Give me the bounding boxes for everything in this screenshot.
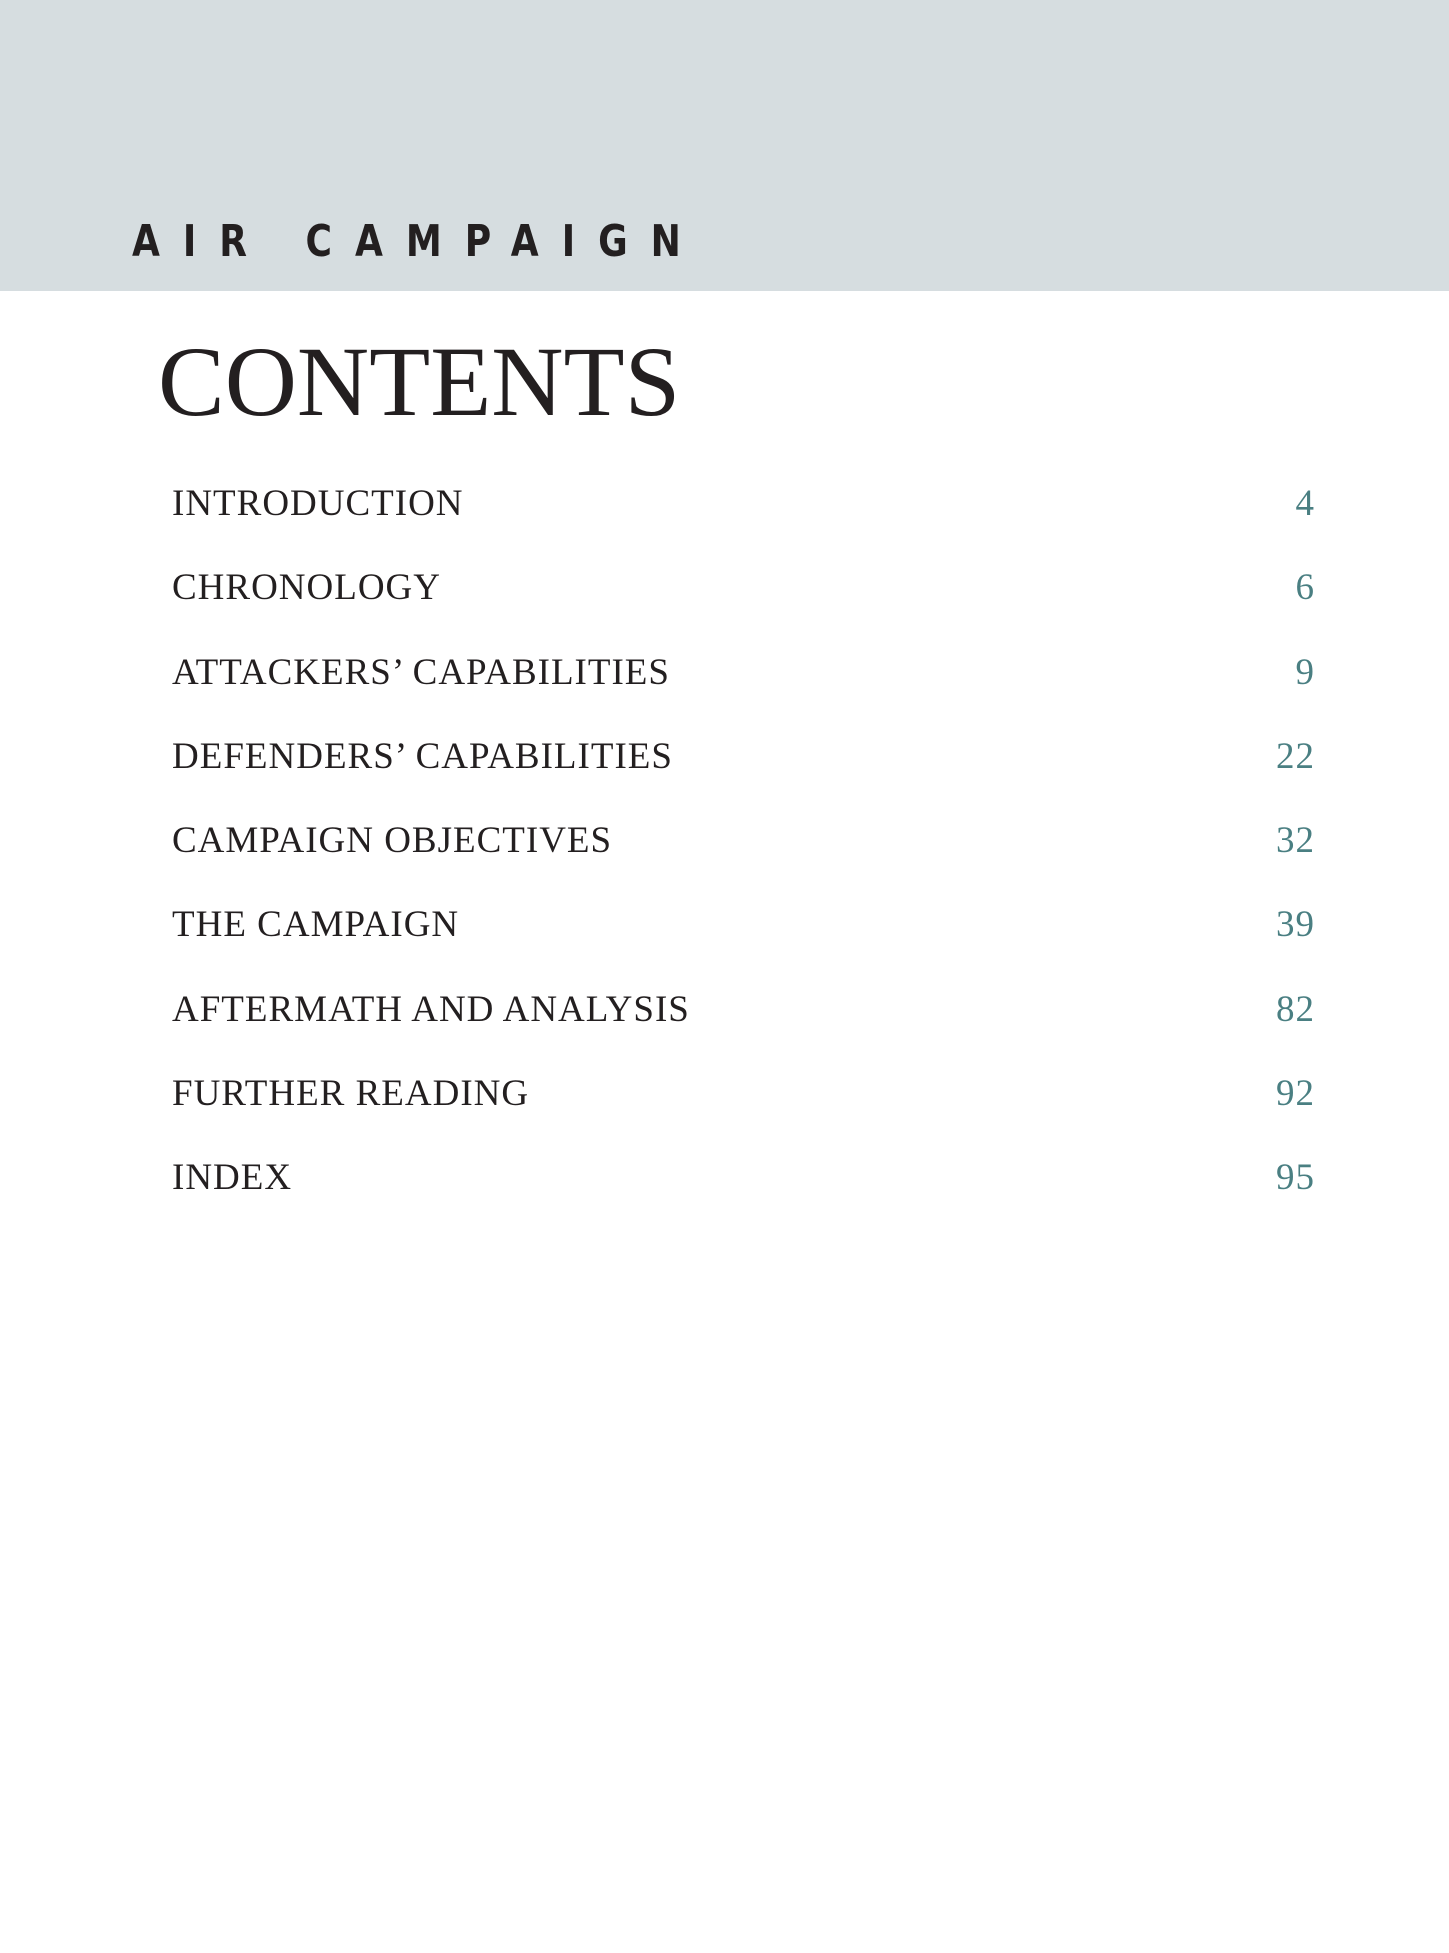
toc-entry-chronology[interactable] xyxy=(172,566,1315,650)
table-of-contents xyxy=(172,482,1315,1241)
series-title: AIR CAMPAIGN xyxy=(132,216,704,267)
page-title: CONTENTS xyxy=(158,326,681,437)
toc-entry-page-number: 6 xyxy=(1295,567,1315,609)
toc-entry-label: INDEX xyxy=(172,1157,293,1199)
toc-entry-label: AFTERMATH AND ANALYSIS xyxy=(172,988,690,1030)
toc-entry-page-number: 9 xyxy=(1295,651,1315,693)
toc-entry-page-number: 82 xyxy=(1276,988,1315,1030)
toc-entry-page-number: 39 xyxy=(1276,904,1315,946)
toc-entry-label: INTRODUCTION xyxy=(172,483,464,524)
toc-entry-label: THE CAMPAIGN xyxy=(172,904,460,946)
toc-entry-further-reading[interactable] xyxy=(172,1072,1315,1156)
toc-entry-aftermath-and-analysis[interactable] xyxy=(172,988,1315,1072)
toc-entry-index[interactable] xyxy=(172,1156,1315,1240)
toc-entry-attackers-capabilities[interactable] xyxy=(172,651,1315,735)
toc-entry-campaign-objectives[interactable] xyxy=(172,819,1315,903)
toc-entry-introduction[interactable] xyxy=(172,482,1315,566)
toc-entry-label: CAMPAIGN OBJECTIVES xyxy=(172,820,613,862)
toc-entry-page-number: 32 xyxy=(1276,820,1315,862)
toc-entry-defenders-capabilities[interactable] xyxy=(172,735,1315,819)
toc-entry-label: CHRONOLOGY xyxy=(172,567,441,609)
toc-entry-label: FURTHER READING xyxy=(172,1073,530,1115)
toc-entry-page-number: 22 xyxy=(1276,735,1315,777)
toc-entry-label: DEFENDERS’ CAPABILITIES xyxy=(172,735,673,777)
toc-entry-page-number: 4 xyxy=(1295,483,1315,524)
toc-entry-page-number: 95 xyxy=(1276,1157,1315,1199)
toc-entry-label: ATTACKERS’ CAPABILITIES xyxy=(172,651,670,693)
toc-entry-the-campaign[interactable] xyxy=(172,903,1315,987)
toc-entry-page-number: 92 xyxy=(1276,1073,1315,1115)
